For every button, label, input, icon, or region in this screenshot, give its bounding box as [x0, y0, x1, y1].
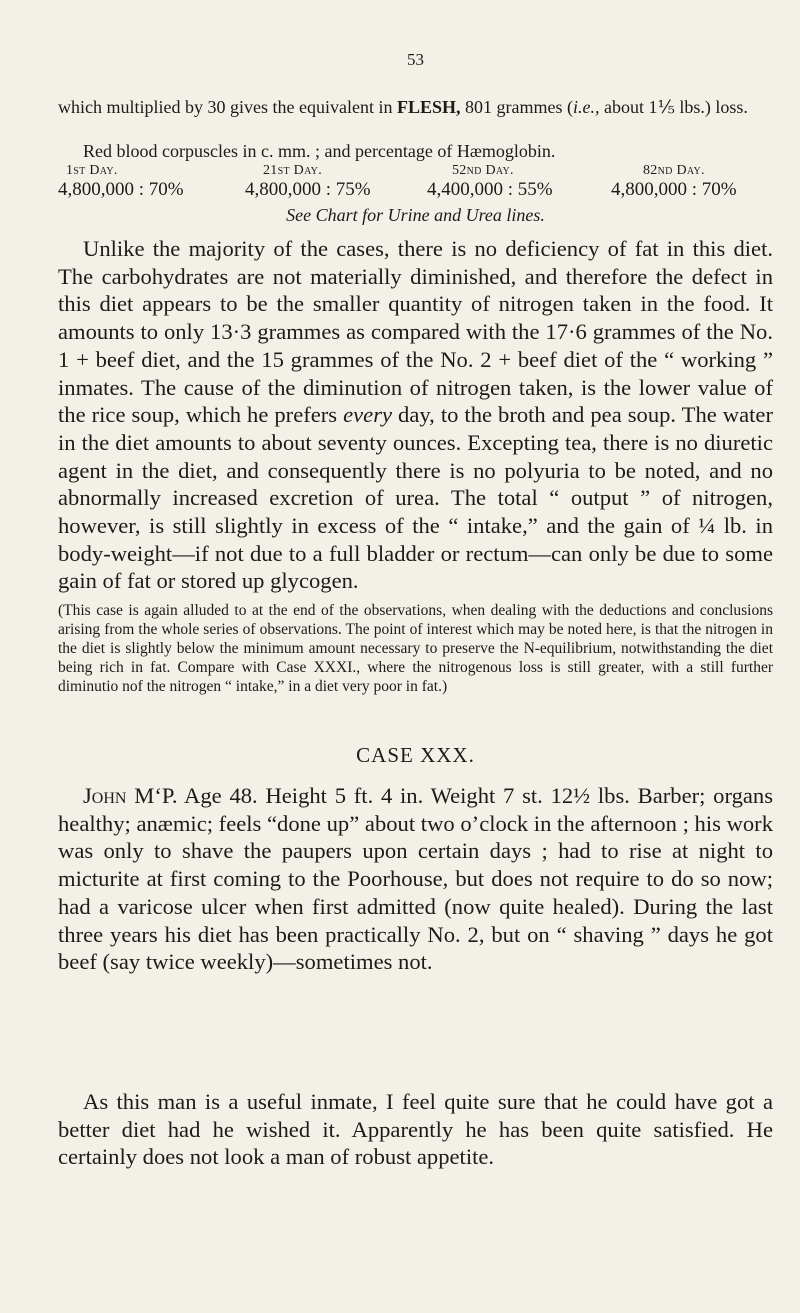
- day-value-2: 4,800,000 : 75%: [245, 179, 371, 200]
- day-value-3: 4,400,000 : 55%: [427, 179, 553, 200]
- lead-text: [58, 98, 773, 117]
- day-label-4: 82nd Day.: [643, 163, 705, 178]
- day-label-1: 1st Day.: [66, 163, 118, 178]
- lead-text-a: which multiplied by 30 gives the equivalent in: [58, 97, 397, 117]
- day-value-4: 4,800,000 : 70%: [611, 179, 737, 200]
- paragraph-diet-analysis-b: day, to the broth and pea soup. The water in the diet amounts to about seventy ounces. Excepting tea, there is no diuretic agent in the diet, and consequently there is no polyuria to be noted, and no abnormally increased excretion of urea. The total “ output ” of nitrogen, however, is still slightly in excess of the “ intake,” and the gain of ¼ lb. in body-weight—if not due to a full bladder or rectum—can only be due to some gain of fat or stored up glycogen.: [58, 402, 773, 594]
- every-emphasis: every: [343, 402, 393, 428]
- day-value-1: 4,800,000 : 70%: [58, 179, 184, 200]
- paragraph-diet-analysis: [58, 235, 773, 595]
- day-label-2: 21st Day.: [263, 163, 323, 178]
- case-heading: CASE XXX.: [356, 743, 475, 767]
- blood-heading: Red blood corpuscles in c. mm. ; and percentage of Hæmoglobin.: [83, 141, 556, 161]
- day-label-3: 52nd Day.: [452, 163, 514, 178]
- parenthetical-note: (This case is again alluded to at the end of the observations, when dealing with the deductions and conclusions arising from the whole series of observations. The point of interest which may be noted here, is that the nitrogen in the diet is slightly below the minimum amount necessary to preserve the N-equilibrium, notwithstanding the diet being rich in fat. Compare with Case XXXI., where the nitrogenous loss is still greater, with a still further diminutio nof the nitrogen “ intake,” in a diet very poor in fat.): [58, 602, 773, 696]
- paragraph-conclusion: As this man is a useful inmate, I feel quite sure that he could have got a better diet had he wished it. Apparently he has been quite satisfied. He certainly does not look a man of robust appetite.: [58, 1089, 773, 1170]
- ie-term: i.e.,: [572, 97, 600, 117]
- paragraph-case-history: [58, 782, 773, 976]
- patient-name: John: [83, 783, 127, 808]
- lead-text-c: about 1⅕ lbs.) loss.: [599, 97, 748, 117]
- see-chart-note: See Chart for Urine and Urea lines.: [286, 205, 545, 225]
- page-number: 53: [407, 50, 424, 69]
- case-history-text: M‘P. Age 48. Height 5 ft. 4 in. Weight 7 st. 12½ lbs. Barber; organs healthy; anæmic; feels “done up” about two o’clock in the afternoon ; his work was only to shave the paupers upon certain days ; had to rise at night to micturite at first coming to the Poorhouse, but does not require to do so now; had a varicose ulcer when first admitted (now quite healed). During the last three years his diet has been practically No. 2, but on “ shaving ” days he got beef (say twice weekly)—sometimes not.: [58, 783, 773, 975]
- flesh-term: FLESH,: [396, 97, 461, 117]
- paragraph-diet-analysis-a: Unlike the majority of the cases, there is no deficiency of fat in this diet. The carbohydrates are not materially diminished, and therefore the defect in this diet appears to be the smaller quantity of nitrogen taken in the food. It amounts to only 13·3 grammes as compared with the 17·6 grammes of the No. 1 + beef diet, and the 15 grammes of the No. 2 + beef diet of the “ working ” inmates. The cause of the diminution of nitrogen taken, is the lower value of the rice soup, which he prefers: [58, 236, 773, 428]
- lead-text-b: 801 grammes (: [460, 97, 573, 117]
